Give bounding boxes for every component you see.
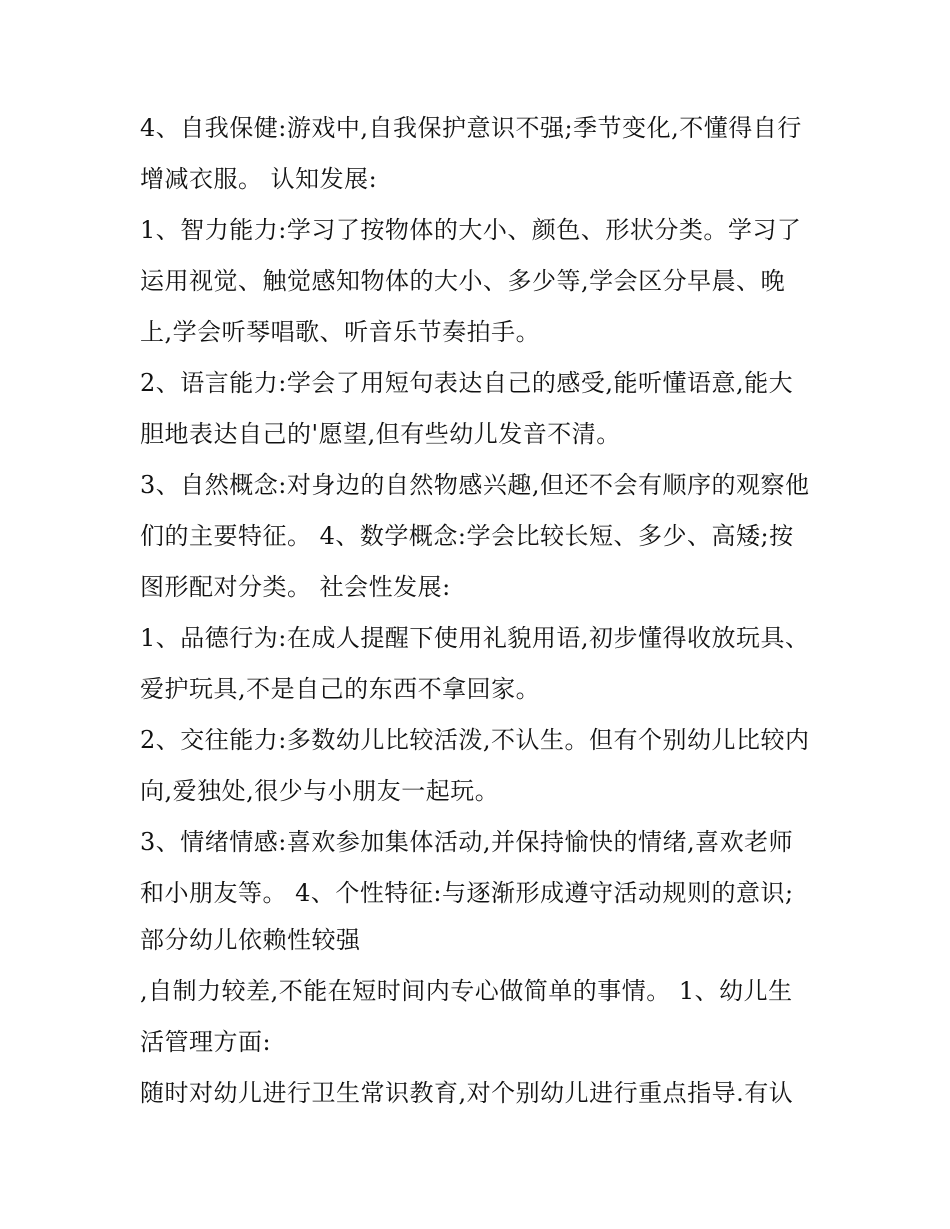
text-line: 活管理方面: bbox=[140, 1028, 272, 1056]
text-line: 上,学会听琴唱歌、听音乐节奏拍手。 bbox=[140, 318, 541, 346]
text-line: 增减衣服。 认知发展: bbox=[140, 165, 378, 193]
text-line: 图形配对分类。 社会性发展: bbox=[140, 573, 451, 601]
text-line: 2、语言能力:学会了用短句表达自己的感受,能听懂语意,能大 bbox=[140, 369, 794, 397]
text-line: 爱护玩具,不是自己的东西不拿回家。 bbox=[140, 675, 541, 703]
text-line: 们的主要特征。 4、数学概念:学会比较长短、多少、高矮;按 bbox=[140, 522, 794, 550]
text-line: 1、智力能力:学习了按物体的大小、颜色、形状分类。学习了 bbox=[140, 216, 802, 244]
text-line: 2、交往能力:多数幼儿比较活泼,不认生。但有个别幼儿比较内 bbox=[140, 726, 810, 754]
text-line: 3、自然概念:对身边的自然物感兴趣,但还不会有顺序的观察他 bbox=[140, 471, 810, 499]
text-line: 1、品德行为:在成人提醒下使用礼貌用语,初步懂得收放玩具、 bbox=[140, 624, 810, 652]
text-line: 部分幼儿依赖性较强 bbox=[140, 926, 361, 954]
text-line: 运用视觉、触觉感知物体的大小、多少等,学会区分早晨、晚 bbox=[140, 267, 786, 295]
text-line: 3、情绪情感:喜欢参加集体活动,并保持愉快的情绪,喜欢老师 bbox=[140, 828, 794, 856]
text-line: 向,爱独处,很少与小朋友一起玩。 bbox=[140, 777, 500, 805]
text-line: ,自制力较差,不能在短时间内专心做简单的事情。 1、幼儿生 bbox=[140, 977, 793, 1005]
text-line: 4、自我保健:游戏中,自我保护意识不强;季节变化,不懂得自行 bbox=[140, 114, 802, 142]
text-line: 胆地表达自己的'愿望,但有些幼儿发音不清。 bbox=[140, 420, 621, 448]
text-line: 和小朋友等。 4、个性特征:与逐渐形成遵守活动规则的意识; bbox=[140, 879, 794, 907]
text-line: 随时对幼儿进行卫生常识教育,对个别幼儿进行重点指导.有认 bbox=[140, 1079, 794, 1107]
